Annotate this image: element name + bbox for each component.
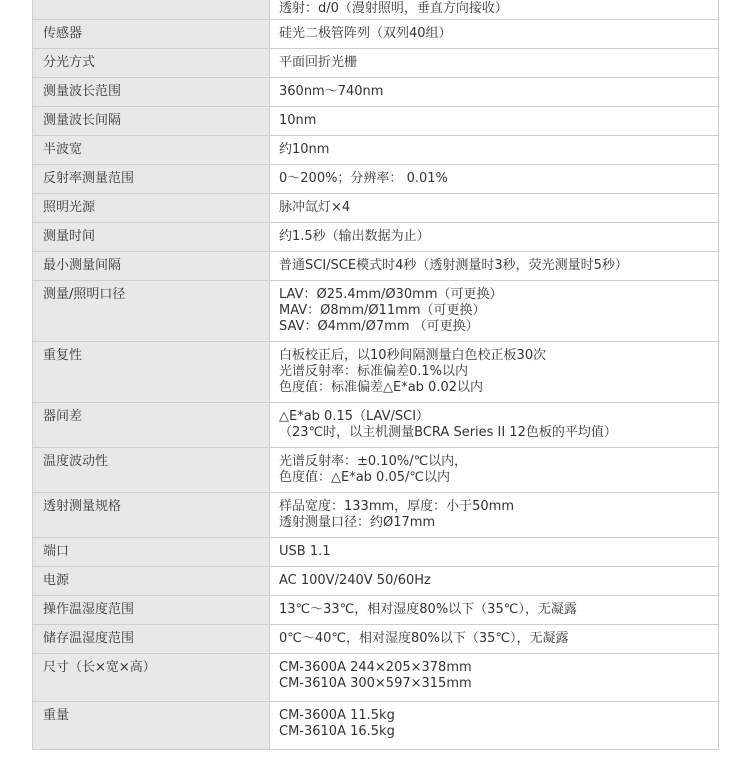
spec-value-line: LAV：Ø25.4mm/Ø30mm（可更换）	[279, 287, 503, 302]
spec-value-cell	[270, 194, 719, 223]
spec-label-cell	[33, 165, 270, 194]
spec-label: 反射率测量范围	[43, 171, 135, 186]
spec-value-line: 约1.5秒（输出数据为止）	[279, 229, 430, 244]
spec-label-cell	[33, 567, 270, 596]
spec-value-line: 光谱反射率：标准偏差0.1%以内	[279, 364, 469, 379]
spec-label: 最小测量间隔	[43, 258, 122, 273]
spec-value-line: 光谱反射率：±0.10%/℃以内，	[279, 454, 468, 469]
spec-label: 测量/照明口径	[43, 287, 126, 302]
spec-row	[33, 567, 719, 596]
spec-row	[33, 252, 719, 281]
spec-label: 透射测量规格	[43, 499, 122, 514]
spec-value-cell	[270, 281, 719, 342]
spec-row	[33, 596, 719, 625]
spec-value-cell	[270, 136, 719, 165]
spec-value-cell	[270, 625, 719, 654]
spec-row	[33, 702, 719, 750]
spec-value-line: △E*ab 0.15（LAV/SCI）	[279, 409, 430, 424]
spec-label: 端口	[43, 544, 70, 559]
spec-value-line: MAV：Ø8mm/Ø11mm（可更换）	[279, 303, 486, 318]
spec-label-cell	[33, 136, 270, 165]
spec-value-line: CM-3600A 244×205×378mm	[279, 660, 472, 675]
spec-label: 测量时间	[43, 229, 96, 244]
spec-row	[33, 493, 719, 538]
spec-row	[33, 49, 719, 78]
spec-label: 温度波动性	[43, 454, 109, 469]
spec-row	[33, 107, 719, 136]
spec-label: 测量波长范围	[43, 84, 122, 99]
spec-value-line: AC 100V/240V 50/60Hz	[279, 573, 431, 588]
spec-value-cell	[270, 107, 719, 136]
spec-value-line: 10nm	[279, 113, 317, 128]
spec-value-line: SAV：Ø4mm/Ø7mm （可更换）	[279, 319, 479, 334]
spec-label-cell	[33, 403, 270, 448]
spec-table	[32, 0, 719, 750]
spec-value-cell	[270, 654, 719, 702]
spec-value-line: 白板校正后，以10秒间隔测量白色校正板30次	[279, 348, 547, 363]
spec-value-line: 普通SCI/SCE模式时4秒（透射测量时3秒，荧光测量时5秒）	[279, 258, 628, 273]
spec-label-cell	[33, 49, 270, 78]
spec-row	[33, 20, 719, 49]
spec-value-cell	[270, 78, 719, 107]
spec-row	[33, 194, 719, 223]
spec-value-cell	[270, 538, 719, 567]
spec-label-cell	[33, 20, 270, 49]
spec-label-cell	[33, 625, 270, 654]
spec-label-cell	[33, 342, 270, 403]
spec-value-cell	[270, 223, 719, 252]
spec-value-line: 360nm～740nm	[279, 84, 384, 99]
spec-value-line: 硅光二极管阵列（双列40组）	[279, 26, 452, 41]
spec-row	[33, 625, 719, 654]
spec-value-cell	[270, 342, 719, 403]
spec-row	[33, 538, 719, 567]
spec-value-line: 色度值：标准偏差△E*ab 0.02以内	[279, 380, 484, 395]
spec-row	[33, 448, 719, 493]
spec-value-line: CM-3610A 300×597×315mm	[279, 676, 472, 691]
spec-label-cell	[33, 538, 270, 567]
spec-label-cell	[33, 596, 270, 625]
spec-row	[33, 403, 719, 448]
spec-label-cell	[33, 654, 270, 702]
spec-value-cell	[270, 448, 719, 493]
spec-label-cell	[33, 78, 270, 107]
spec-label: 测量波长间隔	[43, 113, 122, 128]
spec-value-cell	[270, 49, 719, 78]
spec-value-cell	[270, 252, 719, 281]
spec-label-cell	[33, 194, 270, 223]
spec-label: 重量	[43, 708, 70, 723]
spec-value-cell	[270, 493, 719, 538]
spec-row	[33, 223, 719, 252]
spec-value-line: 0℃～40℃，相对湿度80%以下（35℃），无凝露	[279, 631, 569, 646]
spec-label-cell	[33, 281, 270, 342]
spec-row	[33, 654, 719, 702]
spec-label-cell	[33, 107, 270, 136]
spec-label: 照明光源	[43, 200, 96, 215]
spec-value-line: （23℃时，以主机测量BCRA Series II 12色板的平均值）	[279, 425, 617, 440]
spec-value-line: 透射测量口径：约Ø17mm	[279, 515, 436, 530]
spec-value-line: 脉冲氙灯×4	[279, 200, 351, 215]
spec-value-line: 色度值：△E*ab 0.05/℃以内	[279, 470, 450, 485]
spec-label-cell	[33, 223, 270, 252]
spec-value-line: 约10nm	[279, 142, 330, 157]
spec-value-line: 0～200%；分辨率： 0.01%	[279, 171, 448, 186]
spec-value-cell	[270, 596, 719, 625]
spec-label: 半波宽	[43, 142, 83, 157]
spec-label: 分光方式	[43, 55, 96, 70]
spec-value-line: 13℃～33℃，相对湿度80%以下（35℃），无凝露	[279, 602, 577, 617]
spec-row	[33, 136, 719, 165]
spec-value-cell	[270, 20, 719, 49]
spec-value-cell	[270, 403, 719, 448]
spec-label-cell	[33, 448, 270, 493]
spec-row	[33, 281, 719, 342]
spec-value-line: CM-3600A 11.5kg	[279, 708, 395, 723]
spec-row	[33, 165, 719, 194]
spec-row	[33, 0, 719, 20]
spec-label-cell	[33, 493, 270, 538]
spec-value-line: 平面回折光栅	[279, 55, 358, 70]
spec-label: 电源	[43, 573, 70, 588]
spec-value-line: CM-3610A 16.5kg	[279, 724, 395, 739]
spec-value-line: USB 1.1	[279, 544, 331, 559]
spec-label: 传感器	[43, 26, 83, 41]
spec-row	[33, 78, 719, 107]
spec-label-cell	[33, 702, 270, 750]
spec-value-cell	[270, 567, 719, 596]
spec-value-cell	[270, 0, 719, 20]
spec-label-cell	[33, 252, 270, 281]
spec-row	[33, 342, 719, 403]
spec-label: 储存温湿度范围	[43, 631, 135, 646]
spec-label: 尺寸（长×宽×高）	[43, 660, 156, 675]
spec-label: 重复性	[43, 348, 83, 363]
spec-label-cell	[33, 0, 270, 20]
spec-value-cell	[270, 702, 719, 750]
spec-value-line: 样品宽度：133mm，厚度：小于50mm	[279, 499, 515, 514]
spec-value-cell	[270, 165, 719, 194]
spec-table-body	[33, 0, 719, 750]
spec-label: 操作温湿度范围	[43, 602, 135, 617]
spec-label: 器间差	[43, 409, 83, 424]
spec-value-line: 透射：d/0（漫射照明，垂直方向接收）	[279, 1, 508, 16]
